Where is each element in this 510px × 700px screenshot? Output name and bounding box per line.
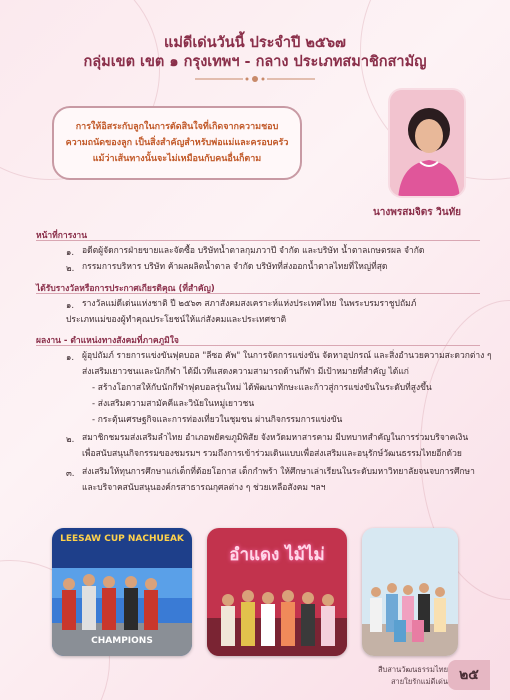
list-item: กรรมการบริหาร บริษัท ค้าผลผลิตน้ำตาล จำกัด บริษัทที่ส่งออกน้ำตาลไทยที่ใหญ่ที่สุด <box>82 262 388 272</box>
divider <box>36 240 480 241</box>
divider <box>36 293 480 294</box>
section-heading-awards: ได้รับรางวัลหรือการประกาศเกียรติคุณ (ที่สำคัญ) <box>36 284 215 294</box>
divider <box>36 345 480 346</box>
list-item-continued: ประเภทแม่ของผู้ทำคุณประโยชน์ให้แก่สังคมและประเทศชาติ <box>66 315 287 325</box>
list-item-continued: เพื่อสนับสนุนกิจกรรมของชมรมฯ รวมถึงการเข้าร่วมเดินแบบเพื่อส่งเสริมและอนุรักษ์วัฒนธรรมไทยอีกด้วย <box>82 449 462 459</box>
quote-line: แม้ว่าเส้นทางนั้นจะไม่เหมือนกับคนอื่นก็ตาม <box>92 154 262 164</box>
page-title: แม่ดีเด่นวันนี้ ประจำปี ๒๕๖๗ <box>164 35 346 51</box>
list-item-continued: ส่งเสริมเยาวชนและนักกีฬา ได้มีเวทีแสดงความสามารถด้านกีฬา มีเป้าหมายที่สำคัญ ได้แก่ <box>82 367 409 377</box>
list-number: ๑. <box>66 301 75 311</box>
family-group-photo-icon <box>362 528 458 656</box>
photo-event-group <box>207 528 347 656</box>
photo-family-group <box>362 528 458 656</box>
list-item-continued: และบริจาคสนับสนุนองค์กรสาธารณกุศลต่าง ๆ ช่วยเหลือสังคม ฯลฯ <box>82 483 326 493</box>
photo-banner-text: CHAMPIONS <box>91 636 153 646</box>
portrait-woman-icon <box>390 90 466 198</box>
portrait-name: นางพรสมจิตร วินทัย <box>372 207 462 218</box>
page-number: ๒๕ <box>448 660 490 690</box>
list-number: ๓. <box>66 469 75 479</box>
quote-box <box>52 106 302 180</box>
sub-list-item: - กระตุ้นเศรษฐกิจและการท่องเที่ยวในชุมชน ผ่านกิจกรรมการแข่งขัน <box>92 415 343 425</box>
list-item: อดีตผู้จัดการฝ่ายขายและจัดซื้อ บริษัทน้ำตาลกุมภวาปี จำกัด และบริษัท น้ำตาลเกษตรผล จำกัด <box>82 246 425 256</box>
portrait-photo <box>388 88 466 198</box>
list-item: สมาชิกชมรมส่งเสริมลำไทย อำเภอพยัคฆภูมิพิสัย จังหวัดมหาสารคาม มีบทบาทสำคัญในการร่วมบริจาคเงิน <box>82 433 469 443</box>
ornament-divider-icon <box>195 74 315 84</box>
list-number: ๑. <box>66 248 75 258</box>
list-item: ส่งเสริมให้ทุนการศึกษาแก่เด็กที่ด้อยโอกาส เด็กกำพร้า ให้ศึกษาเล่าเรียนในระดับมหาวิทยาลัยจนจบการศึกษา <box>82 467 475 477</box>
quote-line: ความถนัดของลูก เป็นสิ่งสำคัญสำหรับพ่อแม่และครอบครัว <box>65 138 289 148</box>
photo-banner-text: LEESAW CUP NACHUEAK <box>60 534 184 544</box>
section-heading-duties: หน้าที่การงาน <box>36 231 88 241</box>
list-item: ผู้อุปถัมภ์ รายการแข่งขันฟุตบอล "ลีซอ คัพ" ในการจัดการแข่งขัน จัดหาอุปกรณ์ และสิ่งอำนวยความสะดวกต่าง ๆ <box>82 351 492 361</box>
neon-sign-text: อำแดง ไม้ไม่ <box>229 545 325 565</box>
sub-list-item: - สร้างโอกาสให้กับนักกีฬาฟุตบอลรุ่นใหม่ ได้พัฒนาทักษะและก้าวสู่การแข่งขันในระดับที่สูงขึ้น <box>92 383 432 393</box>
page-subtitle: กลุ่มเขต เขต ๑ กรุงเทพฯ - กลาง ประเภทสมาชิกสามัญ <box>83 54 427 70</box>
footer-line: สายใยรักแม่ดีเด่น <box>390 677 448 686</box>
section-heading-works: ผลงาน - ตำแหน่งทางสังคมที่ภาคภูมิใจ <box>36 336 179 346</box>
list-number: ๒. <box>66 435 75 445</box>
sub-list-item: - ส่งเสริมความสามัคคีและวินัยในหมู่เยาวชน <box>92 399 255 409</box>
list-item: รางวัลแม่ดีเด่นแห่งชาติ ปี ๒๕๖๓ สภาสังคมสงเคราะห์แห่งประเทศไทย ในพระบรมราชูปถัมภ์ <box>82 299 417 309</box>
photo-football-cup <box>52 528 192 656</box>
footer-line: สืบสานวัฒนธรรมไทย <box>377 665 448 674</box>
quote-line: การให้อิสระกับลูกในการตัดสินใจที่เกิดจากความชอบ <box>75 122 279 132</box>
list-number: ๑. <box>66 353 75 363</box>
list-number: ๒. <box>66 264 75 274</box>
